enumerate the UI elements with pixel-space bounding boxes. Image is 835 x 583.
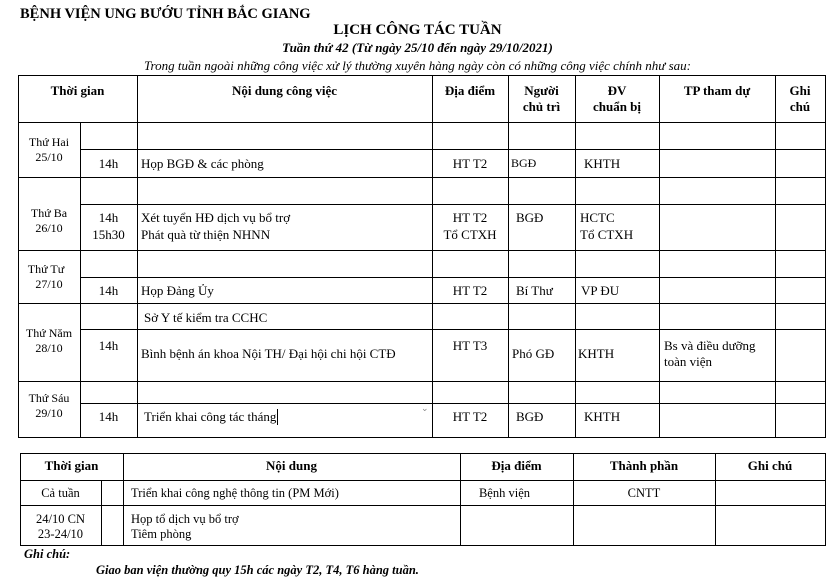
- table-border: [18, 122, 826, 123]
- day-name: Thứ Tư: [27, 262, 65, 276]
- intro-text: Trong tuần ngoài những công việc xử lý thường xuyên hàng ngày còn có những công việc chính như sau:: [144, 58, 691, 73]
- table-border: [775, 75, 776, 438]
- hour: 14h: [98, 210, 119, 225]
- task-content: Bình bệnh án khoa Nội TH/ Đại hội chi hội CTĐ: [141, 346, 396, 361]
- task-prep: KHTH: [578, 346, 615, 361]
- task-content: Họp BGĐ & các phòng: [141, 156, 264, 171]
- table-border: [659, 75, 660, 438]
- col-header-content: Nội dung: [266, 458, 317, 473]
- task-chair: Phó GĐ: [512, 346, 555, 361]
- day-name: Thứ Hai: [28, 135, 70, 149]
- table-border: [18, 177, 826, 178]
- table-border: [80, 329, 826, 330]
- task-prep-second: Tổ CTXH: [580, 227, 634, 242]
- table-border: [825, 75, 826, 438]
- task-prep: KHTH: [584, 156, 621, 171]
- hour-second: 15h30: [92, 227, 125, 242]
- task-prep: VP ĐU: [581, 283, 620, 298]
- table-border: [18, 75, 19, 438]
- day-date: 28/10: [35, 341, 63, 355]
- table-border: [20, 505, 826, 506]
- task-attendees: Bs và điều dưỡng: [664, 338, 756, 353]
- row-time: 24/10 CN: [36, 512, 85, 526]
- col-header-chair-line1: Người: [524, 83, 559, 98]
- task-location-second: Tổ CTXH: [443, 227, 497, 242]
- resize-handle-icon: ⌄: [421, 403, 429, 413]
- table-border: [137, 75, 138, 438]
- row-content: Họp tổ dịch vụ bổ trợ: [131, 512, 239, 526]
- task-chair: Bí Thư: [516, 283, 553, 298]
- row-content-second: Tiêm phòng: [131, 527, 192, 541]
- day-date: 26/10: [35, 221, 63, 235]
- hour: 14h: [98, 156, 119, 171]
- col-header-content: Nội dung công việc: [231, 83, 338, 98]
- table-border: [18, 437, 826, 438]
- day-name: Thứ Năm: [25, 326, 73, 340]
- table-border: [20, 480, 826, 481]
- hour: 14h: [98, 283, 119, 298]
- col-header-location: Địa điểm: [491, 458, 542, 473]
- task-location: HT T2: [452, 156, 488, 171]
- task-content-top: Sở Y tế kiểm tra CCHC: [144, 310, 268, 325]
- task-content: Xét tuyển HĐ dịch vụ bổ trợ: [141, 210, 291, 225]
- task-chair: BGĐ: [516, 210, 544, 225]
- col-header-prep-line1: ĐV: [607, 83, 627, 98]
- table-border: [432, 75, 433, 438]
- task-location: HT T2: [452, 210, 488, 225]
- footer-note-text: Giao ban viện thường quy 15h các ngày T2, T4, T6 hàng tuần.: [96, 563, 419, 577]
- row-location: Bệnh viện: [478, 486, 531, 500]
- table-border: [18, 250, 826, 251]
- task-location: HT T2: [452, 409, 488, 424]
- col-header-attendees: TP tham dự: [683, 83, 751, 98]
- table-border: [18, 381, 826, 382]
- day-name: Thứ Sáu: [28, 391, 70, 405]
- day-name: Thứ Ba: [30, 206, 68, 220]
- col-header-time: Thời gian: [44, 458, 99, 473]
- day-date: 25/10: [35, 150, 63, 164]
- table-border: [20, 545, 826, 546]
- row-time-second: 23-24/10: [37, 527, 84, 541]
- task-content[interactable]: Triển khai công tác tháng: [144, 409, 277, 424]
- row-content: Triển khai công nghệ thông tin (PM Mới): [131, 486, 339, 500]
- task-attendees-second: toàn viện: [664, 354, 713, 369]
- task-location: HT T2: [452, 283, 488, 298]
- col-header-note-line1: Ghi: [789, 83, 811, 98]
- footer-note-label: Ghi chú:: [24, 547, 71, 561]
- task-content: Họp Đảng Ủy: [141, 283, 214, 298]
- page-title: LỊCH CÔNG TÁC TUẦN: [333, 22, 502, 38]
- col-header-note: Ghi chú: [747, 458, 793, 473]
- table-border: [80, 277, 826, 278]
- col-header-note-line2: chú: [789, 99, 811, 114]
- table-border: [575, 75, 576, 438]
- task-prep: KHTH: [584, 409, 621, 424]
- table-border: [80, 149, 826, 150]
- table-border: [18, 303, 826, 304]
- task-content-second: Phát quà từ thiện NHNN: [141, 227, 271, 242]
- day-date: 27/10: [35, 277, 63, 291]
- row-time: Cả tuần: [41, 486, 80, 500]
- hospital-name: BỆNH VIỆN UNG BƯỚU TỈNH BẮC GIANG: [20, 6, 311, 22]
- col-header-members: Thành phần: [609, 458, 679, 473]
- row-members: CNTT: [627, 486, 661, 500]
- task-chair: BGĐ: [511, 156, 537, 170]
- table-border: [101, 480, 102, 546]
- task-prep: HCTC: [580, 210, 615, 225]
- col-header-time: Thời gian: [50, 83, 105, 98]
- day-date: 29/10: [35, 406, 63, 420]
- table-border: [18, 75, 826, 76]
- table-border: [825, 453, 826, 546]
- task-location: HT T3: [452, 338, 488, 353]
- hour: 14h: [98, 409, 119, 424]
- col-header-prep-line2: chuẩn bị: [592, 99, 642, 114]
- col-header-chair-line2: chủ trì: [522, 99, 561, 114]
- col-header-location: Địa điểm: [444, 83, 496, 98]
- week-subtitle: Tuần thứ 42 (Từ ngày 25/10 đến ngày 29/10/2021): [282, 40, 553, 55]
- table-border: [80, 403, 826, 404]
- task-chair: BGĐ: [516, 409, 544, 424]
- table-border: [508, 75, 509, 438]
- table-border: [20, 453, 826, 454]
- table-border: [80, 204, 826, 205]
- hour: 14h: [98, 338, 119, 353]
